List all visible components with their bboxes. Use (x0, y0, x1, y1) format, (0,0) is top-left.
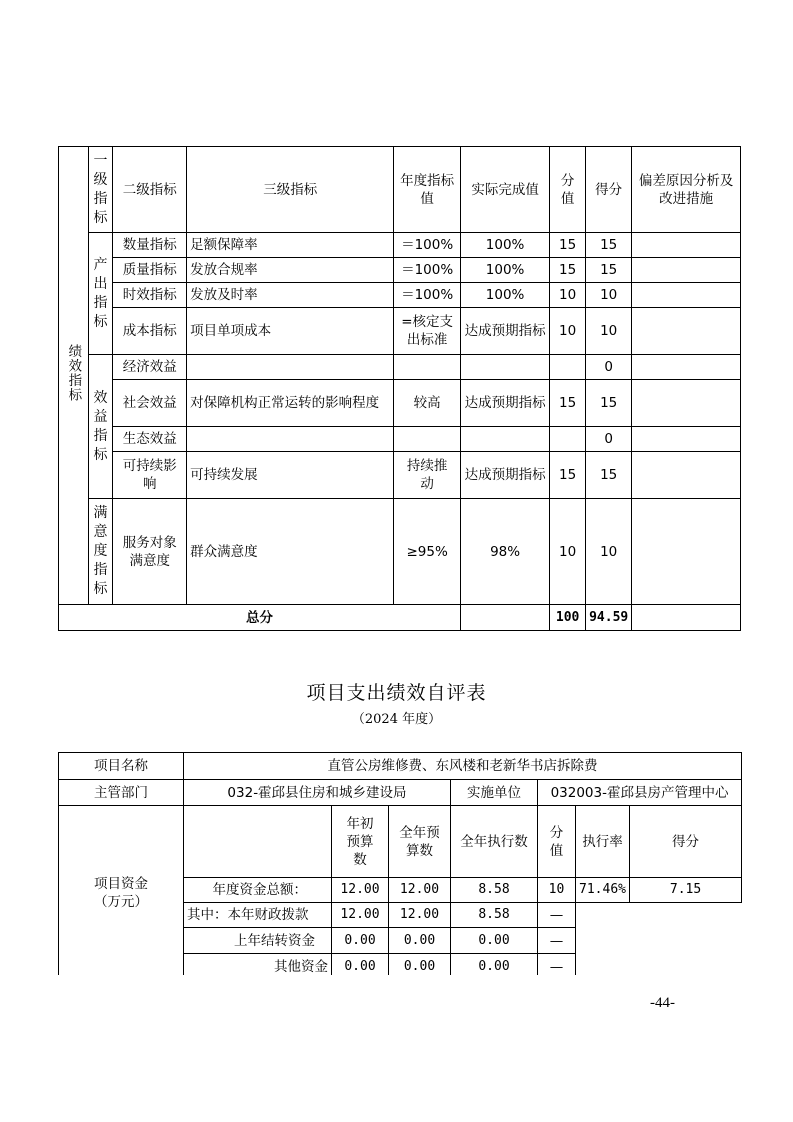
header-actual: 实际完成值 (460, 147, 549, 233)
cell-score: 0 (586, 427, 632, 452)
cell-weight: 15 (550, 452, 586, 499)
impl-label: 实施单位 (451, 780, 538, 806)
funds-rate (576, 928, 630, 954)
cell-target: =核定支出标准 (394, 308, 461, 355)
project-expenditure-table (58, 752, 742, 980)
cell-l3: 对保障机构正常运转的影响程度 (187, 380, 394, 427)
cell-target: ＝100% (394, 258, 461, 283)
cell-weight: 10 (550, 499, 586, 605)
cell-score: 15 (586, 233, 632, 258)
table-row (59, 380, 741, 427)
cell-dev (632, 308, 741, 355)
cell-dev (632, 258, 741, 283)
cell-score: 0 (586, 355, 632, 380)
cell-actual: 100% (460, 258, 549, 283)
cell-actual (460, 427, 549, 452)
cell-dev (632, 355, 741, 380)
funds-weight: — (538, 954, 576, 980)
cell-actual: 达成预期指标 (460, 380, 549, 427)
header-level1: 一级指标 (88, 147, 113, 233)
cell-dev (632, 233, 741, 258)
cell-actual: 100% (460, 233, 549, 258)
cell-l3: 发放及时率 (187, 283, 394, 308)
table-row (59, 258, 741, 283)
cell-l2: 数量指标 (113, 233, 187, 258)
cell-l3 (187, 355, 394, 380)
total-row (59, 605, 741, 631)
cell-l2: 时效指标 (113, 283, 187, 308)
cell-l3: 项目单项成本 (187, 308, 394, 355)
group-output-cell: 产出指标 (88, 233, 113, 355)
cell-l3: 可持续发展 (187, 452, 394, 499)
cell-actual: 达成预期指标 (460, 308, 549, 355)
impl: 032003-霍邱县房产管理中心 (538, 780, 742, 806)
funds-weight: — (538, 928, 576, 954)
funds-full: 12.00 (389, 878, 451, 903)
cell-target: 较高 (394, 380, 461, 427)
performance-indicator-table (58, 146, 741, 631)
header-row (59, 147, 741, 233)
cell-target (394, 355, 461, 380)
cell-l2: 可持续影响 (113, 452, 187, 499)
col-initial: 年初预算数 (332, 806, 389, 878)
total-dev (632, 605, 741, 631)
cell-l2: 质量指标 (113, 258, 187, 283)
funds-row-label: 其他资金 (184, 954, 332, 980)
funds-row-label: 年度资金总额： (184, 878, 332, 903)
cell-score: 15 (586, 452, 632, 499)
col-weight: 分值 (538, 806, 576, 878)
dept-row (59, 780, 742, 806)
group-satisfaction-cell: 满意度指标 (88, 499, 113, 605)
cell-l2: 成本指标 (113, 308, 187, 355)
cell-actual: 100% (460, 283, 549, 308)
cell-score: 15 (586, 258, 632, 283)
project-name-label: 项目名称 (59, 753, 184, 780)
page-number: -44- (650, 995, 675, 1011)
header-level3: 三级指标 (187, 147, 394, 233)
table-row (59, 427, 741, 452)
funds-rate (576, 903, 630, 928)
funds-score (630, 928, 742, 954)
funds-executed: 8.58 (451, 878, 538, 903)
cell-l3 (187, 427, 394, 452)
funds-full: 12.00 (389, 903, 451, 928)
cell-target (394, 427, 461, 452)
header-target: 年度指标值 (394, 147, 461, 233)
table-row (59, 355, 741, 380)
funds-blank-header (184, 806, 332, 878)
col-score: 得分 (630, 806, 742, 878)
funds-rate: 71.46% (576, 878, 630, 903)
funds-full: 0.00 (389, 928, 451, 954)
funds-initial: 12.00 (332, 878, 389, 903)
col-executed: 全年执行数 (451, 806, 538, 878)
table-cutoff-mask (56, 975, 746, 995)
table-row (59, 283, 741, 308)
group-effect-cell: 效益指标 (88, 355, 113, 499)
funds-header-row (59, 806, 742, 878)
cell-weight: 15 (550, 233, 586, 258)
funds-executed: 0.00 (451, 928, 538, 954)
dept: 032-霍邱县住房和城乡建设局 (184, 780, 451, 806)
table-row (59, 452, 741, 499)
col-full: 全年预算数 (389, 806, 451, 878)
funds-initial: 0.00 (332, 928, 389, 954)
funds-score (630, 903, 742, 928)
table-row (59, 233, 741, 258)
cell-score: 15 (586, 380, 632, 427)
cell-dev (632, 427, 741, 452)
funds-executed: 8.58 (451, 903, 538, 928)
cell-dev (632, 380, 741, 427)
project-name: 直管公房维修费、东风楼和老新华书店拆除费 (184, 753, 742, 780)
total-actual (460, 605, 549, 631)
table2-title: 项目支出绩效自评表 (306, 682, 487, 704)
cell-weight: 15 (550, 258, 586, 283)
funds-row-label: 其中：本年财政拨款 (184, 903, 332, 928)
header-level2: 二级指标 (113, 147, 187, 233)
header-score: 得分 (586, 147, 632, 233)
funds-initial: 12.00 (332, 903, 389, 928)
cell-weight: 10 (550, 308, 586, 355)
cell-weight: 15 (550, 380, 586, 427)
funds-row-label: 上年结转资金 (184, 928, 332, 954)
cell-dev (632, 283, 741, 308)
cell-weight (550, 355, 586, 380)
cell-target: ≥95% (394, 499, 461, 605)
cell-target: 持续推动 (394, 452, 461, 499)
cell-actual (460, 355, 549, 380)
cell-score: 10 (586, 283, 632, 308)
cell-l3: 足额保障率 (187, 233, 394, 258)
cell-l2: 经济效益 (113, 355, 187, 380)
header-deviation: 偏差原因分析及改进措施 (632, 147, 741, 233)
cell-weight (550, 427, 586, 452)
cell-dev (632, 452, 741, 499)
funds-weight: — (538, 903, 576, 928)
cell-target: ＝100% (394, 283, 461, 308)
funds-executed: 0.00 (451, 954, 538, 980)
col-rate: 执行率 (576, 806, 630, 878)
funds-label: 项目资金（万元） (59, 806, 184, 980)
cell-actual: 98% (460, 499, 549, 605)
table-row (59, 308, 741, 355)
cell-score: 10 (586, 308, 632, 355)
cell-dev (632, 499, 741, 605)
cell-l2: 服务对象满意度 (113, 499, 187, 605)
project-name-row (59, 753, 742, 780)
cell-l3: 群众满意度 (187, 499, 394, 605)
cell-l3: 发放合规率 (187, 258, 394, 283)
table-row (59, 499, 741, 605)
section-label: 绩效指标 (65, 344, 82, 402)
header-weight: 分值 (550, 147, 586, 233)
cell-target: ＝100% (394, 233, 461, 258)
funds-weight: 10 (538, 878, 576, 903)
funds-full: 0.00 (389, 954, 451, 980)
section-label-cell (59, 147, 89, 605)
dept-label: 主管部门 (59, 780, 184, 806)
total-weight: 100 (550, 605, 586, 631)
cell-actual: 达成预期指标 (460, 452, 549, 499)
cell-l2: 社会效益 (113, 380, 187, 427)
total-label: 总分 (59, 605, 461, 631)
table2-subtitle: （2024 年度） (351, 712, 442, 727)
total-score: 94.59 (586, 605, 632, 631)
funds-initial: 0.00 (332, 954, 389, 980)
funds-score: 7.15 (630, 878, 742, 903)
cell-score: 10 (586, 499, 632, 605)
cell-l2: 生态效益 (113, 427, 187, 452)
cell-weight: 10 (550, 283, 586, 308)
